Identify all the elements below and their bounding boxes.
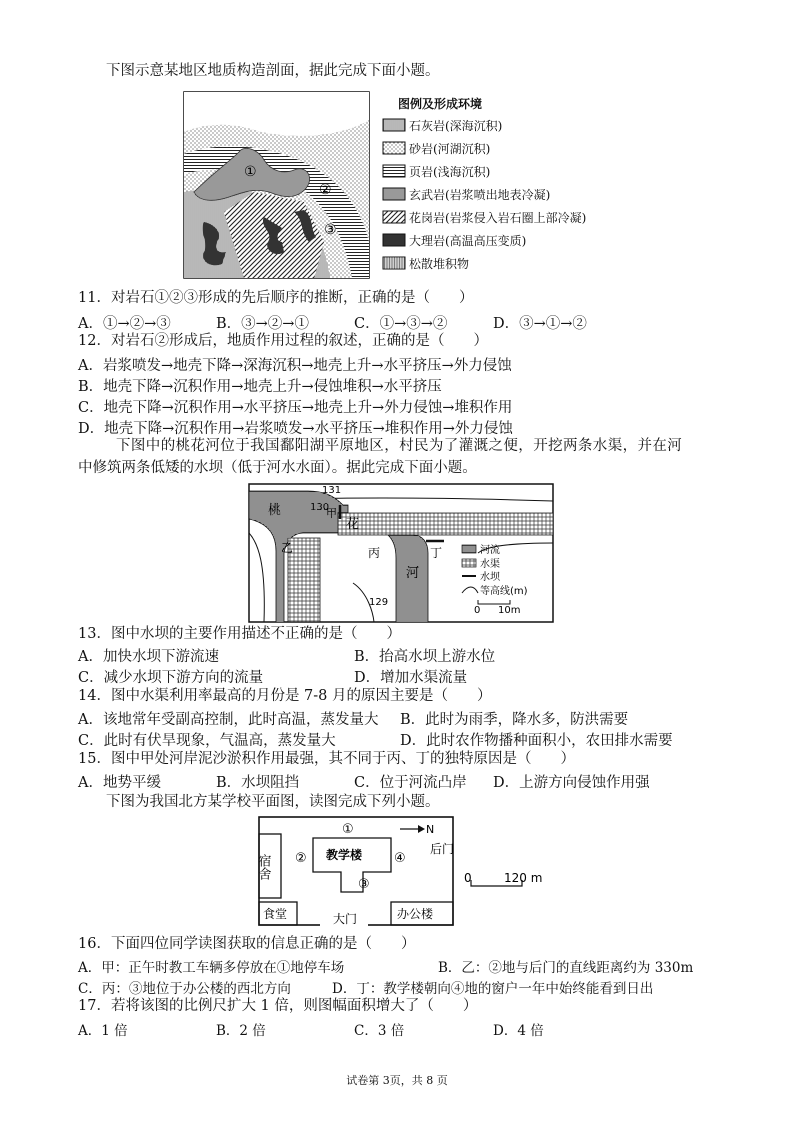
label-tao: 桃 bbox=[268, 503, 282, 518]
shale-swatch bbox=[383, 165, 405, 177]
legend-granite: 花岗岩(岩浆侵入岩石圈上部冷凝) bbox=[409, 211, 587, 225]
q13-option-a[interactable]: A．加快水坝下游流速 bbox=[78, 649, 219, 665]
q11-option-c[interactable]: C．①→③→② bbox=[354, 316, 448, 332]
intro-river-line2: 中修筑两条低矮的水坝（低于河水水面）。据此完成下面小题。 bbox=[78, 460, 477, 476]
label-dorm: 宿舍 bbox=[255, 854, 271, 880]
basalt-swatch bbox=[383, 188, 405, 200]
question-14-stem: 14．图中水渠利用率最高的月份是 7-8 月的原因主要是（ ） bbox=[78, 688, 492, 704]
q15-option-a[interactable]: A．地势平缓 bbox=[78, 775, 161, 791]
scale-zero: 0 bbox=[474, 605, 481, 616]
label-backgate: 后门 bbox=[430, 842, 455, 856]
legend-marble: 大理岩(高温高压变质) bbox=[409, 234, 527, 248]
circle-3: ③ bbox=[358, 877, 370, 892]
rock-marker-1: ① bbox=[244, 164, 257, 180]
q14-option-a[interactable]: A．该地常年受副高控制，此时高温，蒸发量大 bbox=[78, 712, 379, 728]
granite-swatch bbox=[383, 211, 405, 223]
rock-marker-3: ③ bbox=[324, 222, 337, 238]
label-hua: 花 bbox=[346, 517, 360, 532]
label-teach: 教学楼 bbox=[326, 848, 363, 862]
legend-basalt: 玄武岩(岩浆喷出地表冷凝) bbox=[409, 188, 551, 202]
limestone-swatch bbox=[383, 119, 405, 131]
q13-option-d[interactable]: D．增加水渠流量 bbox=[354, 670, 468, 686]
circle-1: ① bbox=[342, 822, 354, 837]
scale-length: 10m bbox=[498, 605, 521, 616]
question-13-stem: 13．图中水坝的主要作用描述不正确的是（ ） bbox=[78, 626, 401, 642]
legend-limestone: 石灰岩(深海沉积) bbox=[409, 119, 503, 133]
scale-length-school: 120 m bbox=[504, 871, 543, 885]
q14-option-c[interactable]: C．此时有伏旱现象，气温高，蒸发量大 bbox=[78, 733, 336, 749]
contour-131: 131 bbox=[322, 485, 342, 496]
place-jia: 甲 bbox=[326, 507, 337, 520]
q17-option-b[interactable]: B．2 倍 bbox=[216, 1023, 266, 1039]
q12-option-c[interactable]: C．地壳下降→沉积作用→水平挤压→地壳上升→外力侵蚀→堆积作用 bbox=[78, 400, 513, 416]
q16-option-c[interactable]: C．丙：③地位于办公楼的西北方向 bbox=[78, 981, 291, 997]
label-he: 河 bbox=[406, 566, 420, 581]
legend-river: 河流 bbox=[480, 545, 500, 556]
question-16-stem: 16．下面四位同学读图获取的信息正确的是（ ） bbox=[78, 936, 416, 952]
label-gate: 大门 bbox=[333, 912, 358, 926]
question-15-stem: 15．图中甲处河岸泥沙淤积作用最强，其不同于丙、丁的独特原因是（ ） bbox=[78, 751, 575, 767]
page-footer: 试卷第 3页，共 8 页 bbox=[346, 1074, 448, 1087]
legend-river-swatch bbox=[462, 545, 476, 553]
place-ding: 丁 bbox=[430, 546, 443, 560]
river-map bbox=[248, 483, 554, 623]
intro-river-line1: 下图中的桃花河位于我国鄱阳湖平原地区，村民为了灌溉之便，开挖两条水渠，并在河 bbox=[116, 438, 683, 454]
place-yi: 乙 bbox=[281, 541, 294, 555]
q11-option-d[interactable]: D．③→①→② bbox=[493, 316, 587, 332]
school-plan-map bbox=[255, 816, 455, 926]
legend-shale: 页岩(浅海沉积) bbox=[409, 165, 491, 179]
question-12-stem: 12．对岩石②形成后，地质作用过程的叙述，正确的是（ ） bbox=[78, 333, 488, 349]
legend-swatches bbox=[381, 118, 407, 278]
q14-option-d[interactable]: D．此时农作物播种面积小，农田排水需要 bbox=[400, 733, 673, 749]
sediment-swatch bbox=[383, 257, 405, 269]
circle-4: ④ bbox=[394, 851, 406, 866]
q17-option-d[interactable]: D．4 倍 bbox=[493, 1023, 544, 1039]
label-canteen: 食堂 bbox=[263, 907, 288, 921]
q12-option-d[interactable]: D．地壳下降→沉积作用→岩浆喷发→水平挤压→堆积作用→外力侵蚀 bbox=[78, 421, 513, 437]
marble-swatch bbox=[383, 234, 405, 246]
q12-option-b[interactable]: B．地壳下降→沉积作用→地壳上升→侵蚀堆积→水平挤压 bbox=[78, 379, 442, 395]
q14-option-b[interactable]: B．此时为雨季，降水多，防洪需要 bbox=[400, 712, 629, 728]
legend-sandstone: 砂岩(河湖沉积) bbox=[409, 142, 491, 156]
legend-canal: 水渠 bbox=[480, 559, 500, 570]
contour-129: 129 bbox=[369, 597, 389, 608]
label-north: N bbox=[426, 823, 435, 836]
q16-option-d[interactable]: D．丁：教学楼朝向④地的窗户一年中始终能看到日出 bbox=[332, 981, 654, 997]
circle-2: ② bbox=[295, 851, 307, 866]
geology-cross-section bbox=[184, 92, 369, 278]
legend-contour: 等高线(m) bbox=[480, 586, 528, 597]
rock-marker-2: ② bbox=[319, 182, 332, 198]
label-office: 办公楼 bbox=[397, 907, 434, 921]
q15-option-d[interactable]: D．上游方向侵蚀作用强 bbox=[493, 775, 650, 791]
legend-sediment: 松散堆积物 bbox=[409, 257, 470, 271]
q16-option-a[interactable]: A．甲：正午时教工车辆多停放在①地停车场 bbox=[78, 960, 345, 976]
scale-zero-school: 0 bbox=[464, 871, 472, 885]
intro-geology: 下图示意某地区地质构造剖面，据此完成下面小题。 bbox=[106, 63, 440, 79]
question-11-stem: 11．对岩石①②③形成的先后顺序的推断，正确的是（ ） bbox=[78, 290, 474, 306]
q11-option-a[interactable]: A．①→②→③ bbox=[78, 316, 171, 332]
legend-title: 图例及形成环境 bbox=[398, 97, 483, 111]
q11-option-b[interactable]: B．③→②→① bbox=[216, 316, 309, 332]
sandstone-swatch bbox=[383, 142, 405, 154]
q17-option-c[interactable]: C．3 倍 bbox=[354, 1023, 405, 1039]
place-bing: 丙 bbox=[368, 546, 381, 560]
question-17-stem: 17．若将该图的比例尺扩大 1 倍，则图幅面积增大了（ ） bbox=[78, 998, 478, 1014]
geology-legend bbox=[381, 92, 621, 278]
q13-option-c[interactable]: C．减少水坝下游方向的流量 bbox=[78, 670, 264, 686]
school-scale-bar bbox=[462, 866, 552, 892]
legend-dam: 水坝 bbox=[480, 572, 500, 583]
legend-canal-swatch bbox=[462, 559, 476, 567]
q16-option-b[interactable]: B．乙：②地与后门的直线距离约为 330m bbox=[438, 960, 694, 976]
q15-option-b[interactable]: B．水坝阻挡 bbox=[216, 775, 300, 791]
q17-option-a[interactable]: A．1 倍 bbox=[78, 1023, 128, 1039]
q15-option-c[interactable]: C．位于河流凸岸 bbox=[354, 775, 467, 791]
q12-option-a[interactable]: A．岩浆喷发→地壳下降→深海沉积→地壳上升→水平挤压→外力侵蚀 bbox=[78, 358, 512, 374]
contour-130: 130 bbox=[310, 502, 330, 513]
q13-option-b[interactable]: B．抬高水坝上游水位 bbox=[354, 649, 496, 665]
intro-school: 下图为我国北方某学校平面图，读图完成下列小题。 bbox=[106, 794, 440, 810]
